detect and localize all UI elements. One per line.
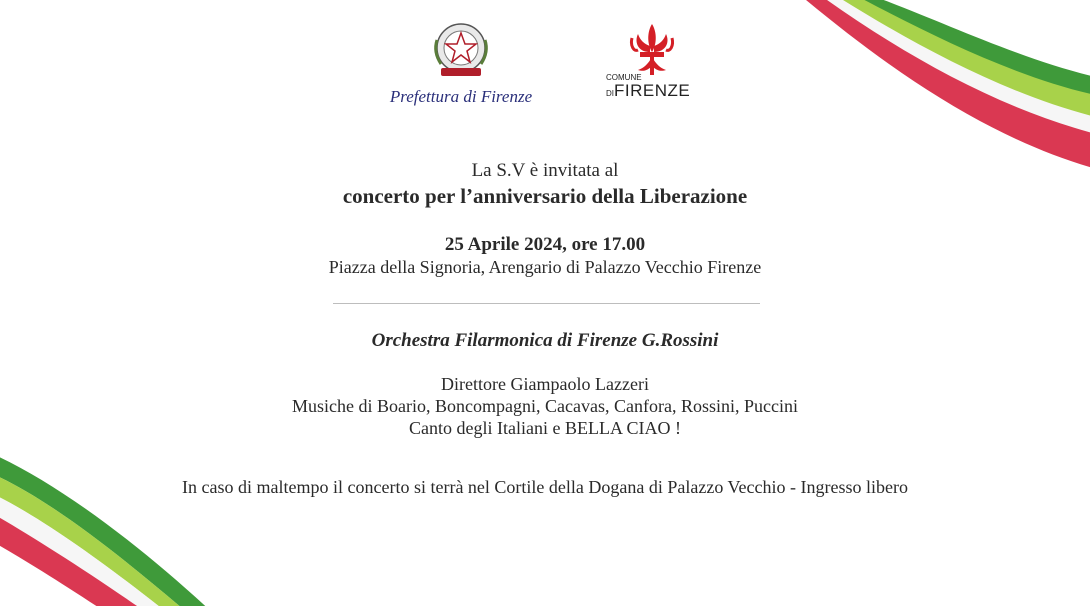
director-line: Direttore Giampaolo Lazzeri bbox=[441, 374, 649, 394]
weather-note: In caso di maltempo il concerto si terrà nel Cortile della Dogana di Palazzo Vecchio - Ingresso libero bbox=[182, 477, 908, 497]
event-date-time: 25 Aprile 2024, ore 17.00 bbox=[444, 234, 646, 255]
event-location: Piazza della Signoria, Arengario di Palazzo Vecchio Firenze bbox=[328, 257, 762, 277]
comune-label: COMUNE bbox=[606, 73, 642, 82]
orchestra-name: Orchestra Filarmonica di Firenze G.Rossini bbox=[371, 330, 719, 351]
italian-republic-emblem-icon bbox=[429, 18, 493, 82]
event-title: concerto per l’anniversario della Liberazione bbox=[342, 184, 748, 208]
music-line: Musiche di Boario, Boncompagni, Cacavas, Canfora, Rossini, Puccini bbox=[292, 396, 798, 416]
songs-line: Canto degli Italiani e BELLA CIAO ! bbox=[409, 418, 681, 438]
comune-wordmark bbox=[606, 74, 690, 100]
comune-name: FIRENZE bbox=[614, 81, 691, 100]
invitation-intro: La S.V è invitata al bbox=[471, 160, 619, 181]
florence-lily-icon bbox=[628, 22, 676, 80]
prefettura-logo bbox=[376, 18, 546, 107]
divider bbox=[333, 303, 760, 304]
prefettura-caption: Prefettura di Firenze bbox=[389, 87, 533, 106]
comune-di-label: DI bbox=[606, 89, 614, 98]
tricolor-ribbon-bottom-left bbox=[0, 445, 230, 606]
